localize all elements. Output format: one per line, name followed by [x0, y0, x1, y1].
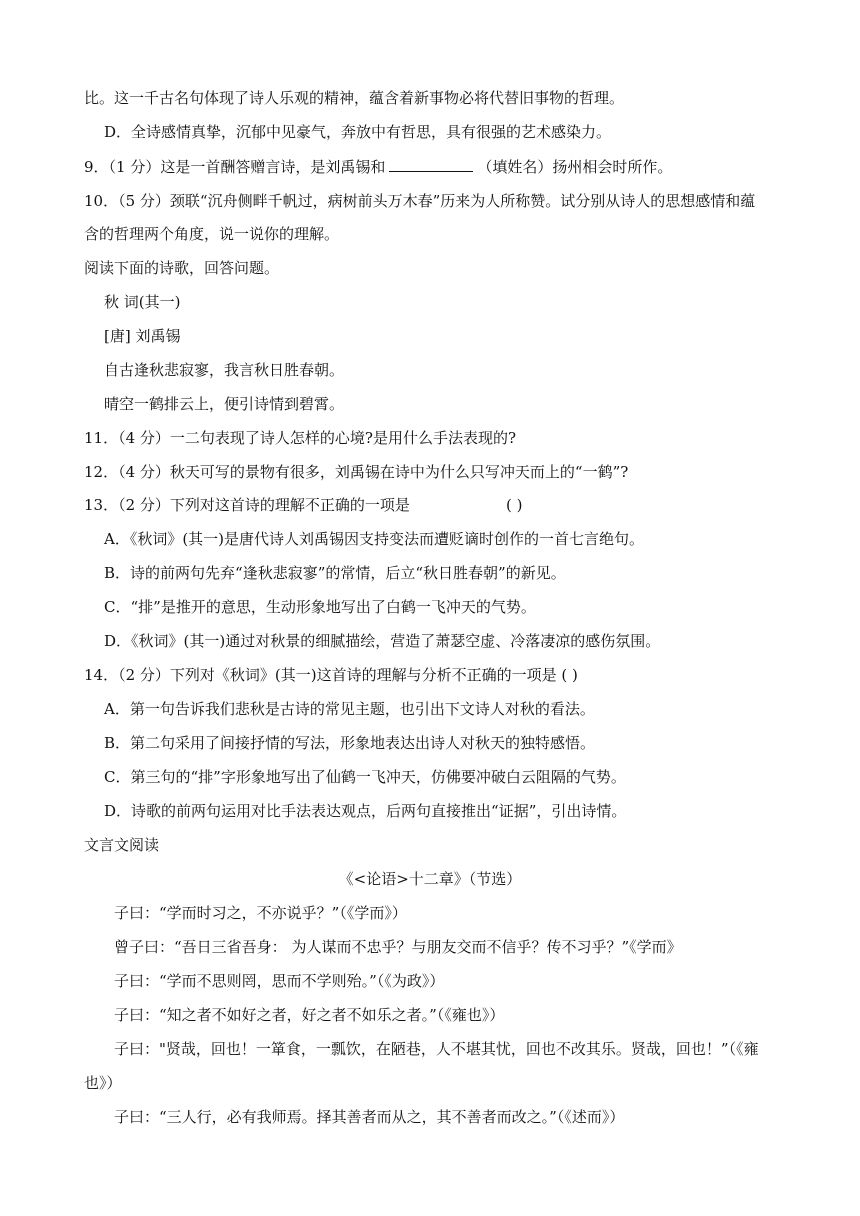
- analects-5-line-2: 也》）: [84, 1074, 122, 1092]
- analects-2: 曾子曰：“吾日三省吾身： 为人谋而不忠乎？与朋友交而不信乎？传不习乎？”《学而》: [114, 938, 682, 956]
- question-13: 13．（2 分）下列对这首诗的理解不正确的一项是: [84, 496, 410, 514]
- q14-option-d: D．诗歌的前两句运用对比手法表达观点，后两句直接推出“证据”，引出诗情。: [104, 802, 627, 820]
- q13-option-b: B．诗的前两句先弃“逢秋悲寂寥”的常情，后立“秋日胜春朝”的新见。: [104, 564, 566, 582]
- poem-author: [唐] 刘禹锡: [104, 327, 181, 345]
- q13-option-c: C．“排”是推开的意思，生动形象地写出了白鹤一飞冲天的气势。: [104, 598, 536, 616]
- answer-blank: [389, 157, 473, 172]
- q14-option-a: A．第一句告诉我们悲秋是古诗的常见主题，也引出下文诗人对秋的看法。: [104, 700, 595, 718]
- option-d-q8: D．全诗感情真挚，沉郁中见豪气，奔放中有哲思，具有很强的艺术感染力。: [104, 123, 612, 141]
- analects-6: 子曰：“三人行，必有我师焉。择其善者而从之，其不善者而改之。”（《述而》）: [114, 1108, 625, 1126]
- question-11: 11．（4 分）一二句表现了诗人怎样的心境?是用什么手法表现的?: [84, 429, 516, 447]
- poem-title: 秋 词(其一): [104, 293, 181, 311]
- q13-option-d: D．《秋词》(其一)通过对秋景的细腻描绘，营造了萧瑟空虚、冷落凄凉的感伤氛围。: [104, 632, 661, 650]
- option-c-continuation: 比。这一千古名句体现了诗人乐观的精神，蕴含着新事物必将代替旧事物的哲理。: [84, 89, 625, 107]
- q13-option-a: A．《秋词》(其一)是唐代诗人刘禹锡因支持变法而遭贬谪时创作的一首七言绝句。: [104, 530, 645, 548]
- q14-option-b: B．第二句采用了间接抒情的写法，形象地表达出诗人对秋天的独特感悟。: [104, 734, 596, 752]
- question-9-text: 9．（1 分）这是一首酬答赠言诗，是刘禹锡和: [84, 158, 386, 176]
- question-14: 14．（2 分）下列对《秋词》(其一)这首诗的理解与分析不正确的一项是 ( ): [84, 666, 578, 684]
- poem-line-2: 晴空一鹤排云上，便引诗情到碧霄。: [104, 395, 345, 413]
- reading-instruction: 阅读下面的诗歌，回答问题。: [84, 259, 280, 277]
- question-12: 12．（4 分）秋天可写的景物有很多，刘禹锡在诗中为什么只写冲天而上的“一鹤”?: [84, 463, 629, 481]
- q14-option-c: C．第三句的“排”字形象地写出了仙鹤一飞冲天，仿佛要冲破白云阻隔的气势。: [104, 768, 626, 786]
- analects-5-line-1: 子曰："贤哉，回也！一箪食，一瓢饮，在陋巷，人不堪其忧，回也不改其乐。贤哉，回也！”（《雍: [114, 1040, 759, 1058]
- poem-line-1: 自古逢秋悲寂寥，我言秋日胜春朝。: [104, 361, 345, 379]
- question-10-line-1: 10．（5 分）颈联“沉舟侧畔千帆过，病树前头万木春”历来为人所称赞。试分别从诗人的思想感情和蕴: [84, 192, 756, 210]
- question-13-bracket: ( ): [506, 496, 523, 514]
- question-9-text-end: （填姓名）扬州相会时所作。: [477, 158, 673, 176]
- question-9: [84, 157, 672, 177]
- classical-text-title: 《<论语>十二章》（节选）: [338, 870, 522, 888]
- analects-1: 子曰：“学而时习之，不亦说乎？”（《学而》）: [114, 904, 407, 922]
- section-heading-classical: 文言文阅读: [84, 836, 160, 854]
- analects-3: 子曰：“学而不思则罔，思而不学则殆。”（《为政》）: [114, 972, 445, 990]
- question-10-line-2: 含的哲理两个角度，说一说你的理解。: [84, 225, 340, 243]
- analects-4: 子曰：“知之者不如好之者，好之者不如乐之者。”（《雍也》）: [114, 1006, 505, 1024]
